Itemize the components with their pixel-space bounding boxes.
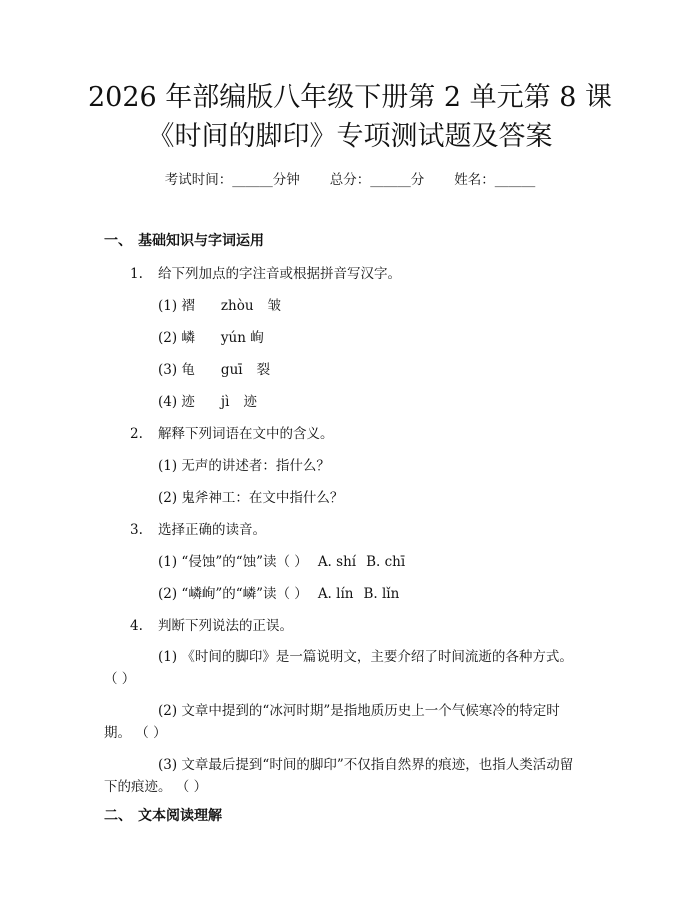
question-4-item-line2: 下的痕迹。 （ ） <box>104 779 208 795</box>
section1-title: 基础知识与字词运用 <box>138 233 264 249</box>
question-1-item <box>158 294 281 314</box>
question-3-item <box>158 550 405 570</box>
exam-time-field: 考试时间：______分钟 <box>164 172 300 188</box>
question-1 <box>130 262 401 282</box>
item-label: (1) 褶 <box>158 298 195 314</box>
question-3-number: 3. <box>130 522 143 538</box>
name-field: 姓名：______ <box>454 172 536 188</box>
item-stem: (1) “侵蚀”的“蚀”读（ ） <box>158 554 308 570</box>
option-b: B. chī <box>366 554 406 570</box>
question-3 <box>130 518 266 538</box>
question-3-text: 选择正确的读音。 <box>158 522 266 538</box>
question-1-number: 1. <box>130 266 143 282</box>
item-answer-char: 裂 <box>256 362 271 378</box>
question-4-item-line1: (3) 文章最后提到“时间的脚印”不仅指自然界的痕迹，也指人类活动留 <box>158 757 574 773</box>
section2-heading <box>104 805 222 825</box>
question-2-number: 2. <box>130 426 143 442</box>
document-title-line1: 2026 年部编版八年级下册第 2 单元第 8 课 <box>88 82 612 113</box>
exam-info-line <box>0 168 700 188</box>
question-3-item <box>158 582 399 602</box>
option-b: B. lǐn <box>363 586 400 602</box>
question-4 <box>130 614 293 634</box>
question-2-text: 解释下列词语在文中的含义。 <box>158 426 334 442</box>
question-4-text: 判断下列说法的正误。 <box>158 618 293 634</box>
item-pinyin: jì <box>220 394 230 410</box>
question-1-item <box>158 390 257 410</box>
section2-title: 文本阅读理解 <box>138 808 222 824</box>
section2-number: 二、 <box>104 808 132 824</box>
item-answer-char: 迹 <box>243 394 257 410</box>
question-4-item-line2: 期。 （ ） <box>104 725 167 741</box>
item-pinyin: guī <box>220 362 243 378</box>
question-2-item: (1) 无声的讲述者：指什么？ <box>158 458 330 474</box>
item-pinyin: yún 峋 <box>220 330 264 346</box>
item-answer-char: 皱 <box>267 298 282 314</box>
question-4-item-line1: (2) 文章中提到的“冰河时期”是指地质历史上一个气候寒冷的特定时 <box>158 703 560 719</box>
item-stem: (2) “嶙峋”的“嶙”读（ ） <box>158 586 308 602</box>
item-label: (2) 嶙 <box>158 330 195 346</box>
question-2-item: (2) 鬼斧神工：在文中指什么？ <box>158 490 344 506</box>
item-label: (3) 龟 <box>158 362 195 378</box>
section1-number: 一、 <box>104 233 132 249</box>
total-score-field: 总分：______分 <box>329 172 425 188</box>
item-label: (4) 迹 <box>158 394 195 410</box>
question-1-item <box>158 358 270 378</box>
question-4-number: 4. <box>130 618 143 634</box>
section1-heading <box>104 230 264 250</box>
option-a: A. lín <box>317 586 354 602</box>
question-4-item-line1: (1) 《时间的脚印》是一篇说明文，主要介绍了时间流逝的各种方式。 <box>158 649 573 665</box>
document-title-line2: 《时间的脚印》专项测试题及答案 <box>147 121 553 152</box>
question-1-item <box>158 326 264 346</box>
question-4-item-line2: （ ） <box>104 671 136 687</box>
question-2 <box>130 422 334 442</box>
question-1-text: 给下列加点的字注音或根据拼音写汉字。 <box>158 266 401 282</box>
item-pinyin: zhòu <box>220 298 254 314</box>
option-a: A. shí <box>317 554 357 570</box>
